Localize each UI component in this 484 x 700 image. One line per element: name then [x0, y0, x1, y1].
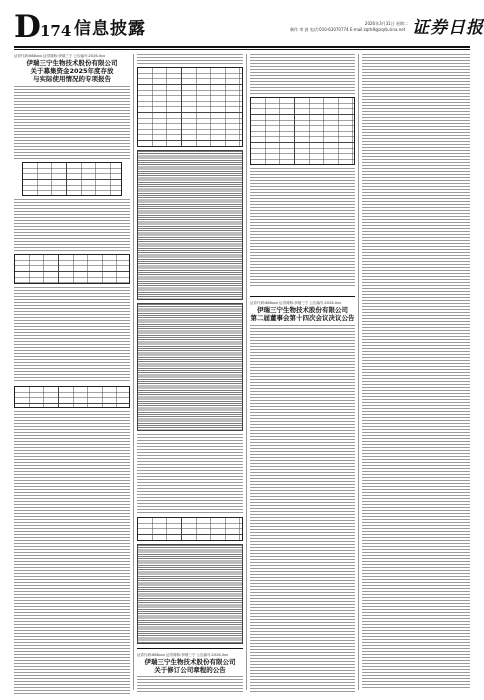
- header-rule-thin: [14, 49, 470, 50]
- data-table: [14, 254, 130, 284]
- column-4: [362, 54, 470, 694]
- column-divider: [358, 54, 359, 690]
- page-number: 174: [40, 22, 72, 40]
- data-table: [137, 517, 243, 541]
- text-line: [14, 86, 130, 87]
- article-company: 伊瑞三宁生物技术股份有限公司: [26, 59, 118, 67]
- body-text: [250, 54, 355, 94]
- body-text: [14, 411, 130, 694]
- data-table: [137, 303, 243, 431]
- data-table: [22, 162, 122, 196]
- article-head-board: [250, 301, 355, 322]
- article-title-line-2: 与实际使用情况的专项报告: [33, 75, 111, 83]
- article-head-bylaws: [137, 653, 243, 674]
- body-text: [250, 168, 355, 286]
- column-1: [14, 54, 130, 694]
- column-divider: [133, 54, 134, 690]
- section-letter: D: [14, 9, 41, 45]
- body-text: [362, 54, 470, 690]
- body-text: [137, 434, 243, 514]
- data-table: [137, 67, 243, 147]
- page-header: [0, 0, 484, 52]
- article-title: 关于修订公司章程的公告: [154, 666, 226, 674]
- date-line: 2026年3月31日 星期二: [364, 21, 408, 26]
- column-2: [137, 54, 243, 694]
- column-divider: [246, 54, 247, 690]
- article-separator: [250, 296, 355, 297]
- column-3: [250, 54, 355, 694]
- article-end-note: [250, 286, 355, 292]
- body-text: [14, 199, 130, 251]
- article-company: 伊瑞三宁生物技术股份有限公司: [144, 658, 236, 666]
- article-code-line: 证券代码:688xxx 证券简称:伊瑞三宁 公告编号:2026-0xx: [137, 653, 229, 657]
- article-separator: [137, 648, 243, 649]
- body-text: [14, 287, 130, 383]
- article-head-fundraising: [14, 54, 130, 83]
- header-rule: [14, 46, 470, 48]
- editor-line: 制作 李 波 电话:010-63070774 E-mail:zqrb9@zqrb.sina.net: [290, 26, 406, 32]
- data-table: [250, 97, 355, 165]
- body-text: [250, 325, 355, 694]
- article-code-line: 证券代码:688xxx 证券简称:伊瑞三宁 公告编号:2026-0xx: [14, 54, 106, 58]
- data-table: [137, 544, 243, 644]
- article-code-line: 证券代码:688xxx 证券简称:伊瑞三宁 公告编号:2026-0xx: [250, 301, 342, 305]
- article-title-line-1: 关于募集资金2025年度存放: [30, 67, 114, 75]
- newspaper-masthead: 证券日报: [412, 18, 484, 38]
- data-table: [137, 150, 243, 300]
- article-company: 伊瑞三宁生物技术股份有限公司: [257, 306, 348, 314]
- body-text: [137, 676, 243, 694]
- body-text: [14, 89, 130, 159]
- article-title: 第二届董事会第十四次会议决议公告: [250, 314, 355, 322]
- body-text: [137, 54, 243, 64]
- data-table: [14, 386, 130, 408]
- section-title: 信息披露: [74, 19, 146, 39]
- header-meta: [290, 21, 408, 32]
